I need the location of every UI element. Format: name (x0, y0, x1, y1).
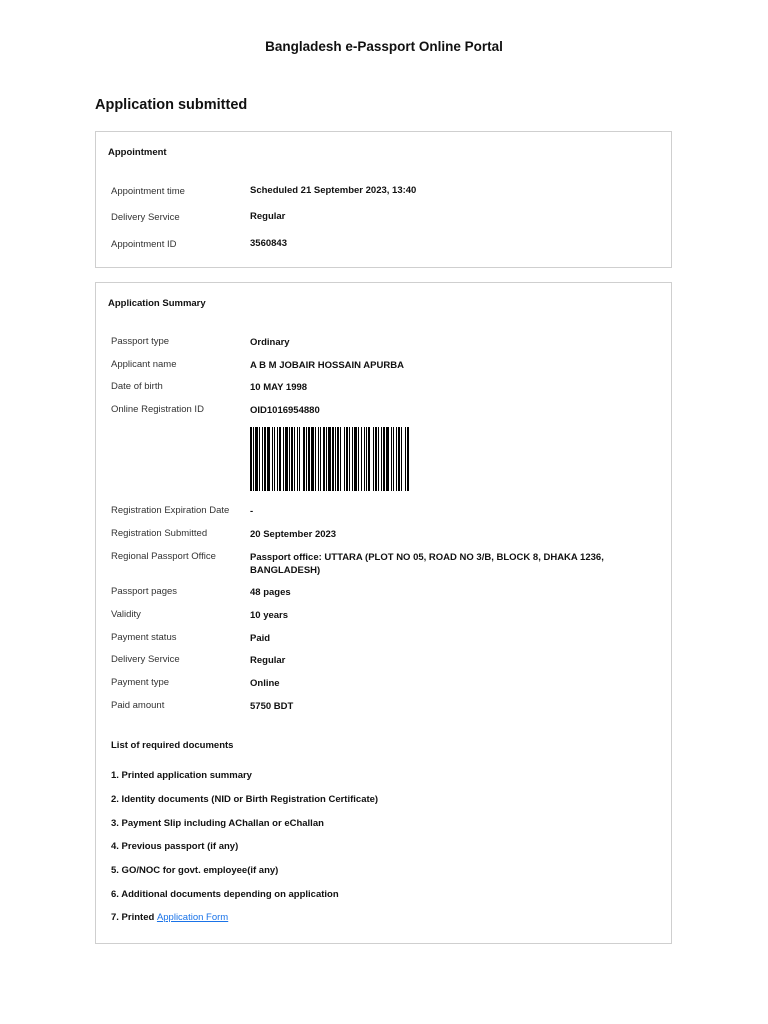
registration-id-value: OID1016954880 (250, 405, 320, 416)
registration-submitted-value: 20 September 2023 (250, 529, 337, 540)
passport-office-value: Passport office: UTTARA (PLOT NO 05, ROAD NO 3/B, BLOCK 8, DHAKA 1236, BANGLADESH) (250, 552, 604, 576)
passport-pages-label: Passport pages (111, 586, 178, 597)
payment-status-label: Payment status (111, 632, 177, 643)
paid-amount-label: Paid amount (111, 700, 165, 711)
appointment-card (95, 131, 672, 268)
registration-id-label: Online Registration ID (111, 404, 204, 415)
required-documents-heading: List of required documents (111, 740, 234, 751)
document-item: 1. Printed application summary (111, 770, 252, 781)
appointment-id-value: 3560843 (250, 238, 287, 249)
appointment-card-title: Appointment (108, 147, 167, 158)
document-item: 4. Previous passport (if any) (111, 841, 239, 852)
validity-label: Validity (111, 609, 141, 620)
document-item: 2. Identity documents (NID or Birth Registration Certificate) (111, 794, 379, 805)
date-of-birth-value: 10 MAY 1998 (250, 382, 308, 393)
registration-expiration-value: - (250, 506, 254, 517)
appointment-delivery-label: Delivery Service (111, 212, 180, 223)
document-item: 3. Payment Slip including AChallan or eChallan (111, 818, 324, 829)
portal-title: Bangladesh e-Passport Online Portal (265, 39, 503, 54)
appointment-delivery-value: Regular (250, 211, 286, 222)
appointment-time-value: Scheduled 21 September 2023, 13:40 (250, 185, 417, 196)
registration-expiration-label: Registration Expiration Date (111, 505, 230, 516)
document-item: 6. Additional documents depending on application (111, 889, 339, 900)
document-item-application-form (111, 912, 228, 923)
passport-type-value: Ordinary (250, 337, 290, 348)
summary-delivery-label: Delivery Service (111, 654, 180, 665)
document-item-prefix: 7. Printed (111, 912, 157, 923)
application-summary-card (95, 282, 672, 944)
application-form-link[interactable]: Application Form (156, 912, 229, 923)
passport-office-label: Regional Passport Office (111, 551, 216, 562)
payment-status-value: Paid (250, 633, 271, 644)
passport-type-label: Passport type (111, 336, 170, 347)
appointment-time-label: Appointment time (111, 186, 185, 197)
registration-barcode (250, 427, 416, 491)
registration-submitted-label: Registration Submitted (111, 528, 208, 539)
document-item: 5. GO/NOC for govt. employee(if any) (111, 865, 279, 876)
passport-pages-value: 48 pages (250, 587, 291, 598)
payment-type-value: Online (250, 678, 280, 689)
application-summary-title: Application Summary (108, 298, 206, 309)
date-of-birth-label: Date of birth (111, 381, 163, 392)
paid-amount-value: 5750 BDT (250, 701, 294, 712)
applicant-name-label: Applicant name (111, 359, 177, 370)
page-heading: Application submitted (95, 97, 248, 113)
summary-delivery-value: Regular (250, 655, 286, 666)
applicant-name-value: A B M JOBAIR HOSSAIN APURBA (250, 360, 404, 371)
appointment-id-label: Appointment ID (111, 239, 177, 250)
payment-type-label: Payment type (111, 677, 170, 688)
validity-value: 10 years (250, 610, 289, 621)
